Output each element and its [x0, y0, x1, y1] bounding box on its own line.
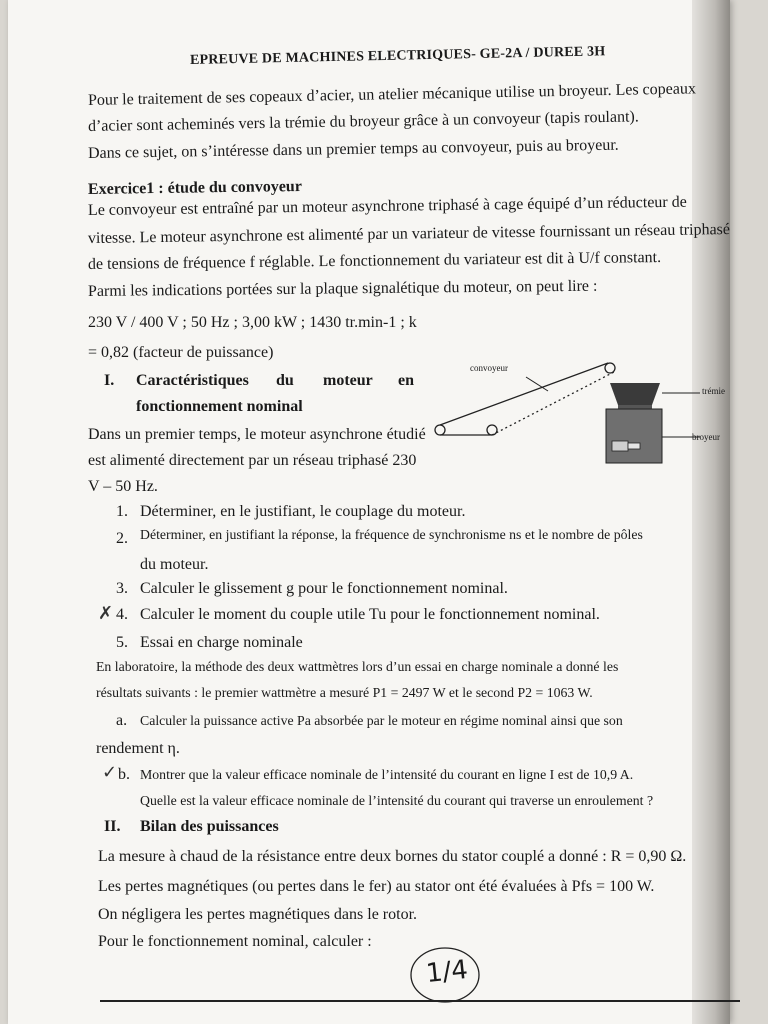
section2-line-2: Les pertes magnétiques (ou pertes dans le fer) au stator ont été évaluées à Pfs = 100 W.	[98, 878, 655, 895]
section1-title-word-2: du	[276, 372, 294, 389]
conveyor-crusher-figure	[430, 355, 768, 475]
label-hopper: trémie	[702, 386, 725, 396]
sub-b-letter: b.	[118, 766, 130, 783]
item-3-text: Calculer le glissement g pour le fonctionnement nominal.	[140, 580, 508, 597]
lab-line-1: En laboratoire, la méthode des deux wattmètres lors d’un essai en charge nominale a donné les	[96, 659, 619, 674]
page-number-text: 1/4	[424, 954, 470, 990]
section1-title-line-2: fonctionnement nominal	[136, 398, 303, 415]
section1-title-word-3: moteur	[323, 372, 373, 389]
lab-line-2: résultats suivants : le premier wattmètre a mesuré P1 = 2497 W et le second P2 = 1063 W.	[96, 685, 593, 700]
section2-line-1: La mesure à chaud de la résistance entre deux bornes du stator couplé a donné : R = 0,90 Ω.	[98, 848, 687, 865]
section2-line-4: Pour le fonctionnement nominal, calculer :	[98, 933, 372, 950]
hopper-shape	[610, 383, 660, 409]
conveyor-belt-shape	[435, 363, 615, 435]
exercise1-heading: Exercice1 : étude du convoyeur	[87, 178, 302, 198]
crusher-shape	[606, 409, 662, 463]
intro-line-3: Dans ce sujet, on s’intéresse dans un premier temps au convoyeur, puis au broyeur.	[87, 136, 619, 162]
power-factor-line: = 0,82 (facteur de puissance)	[88, 344, 274, 361]
sub-b-text-continued: Quelle est la valeur efficace nominale de l’intensité du courant qui traverse un enroulement ?	[140, 793, 654, 808]
ex1-paragraph-line-1: Le convoyeur est entraîné par un moteur asynchrone triphasé à cage équipé d’un réducteur de	[87, 193, 687, 219]
section1-para-line-1: Dans un premier temps, le moteur asynchrone étudié	[88, 426, 426, 443]
ex1-paragraph-line-3: de tensions de fréquence f réglable. Le fonctionnement du variateur est dit à U/f constant.	[87, 248, 662, 273]
label-crusher: broyeur	[692, 432, 720, 442]
item-2-text: Déterminer, en justifiant la réponse, la fréquence de synchronisme ns et le nombre de pôles	[140, 527, 643, 542]
sub-a-text: Calculer la puissance active Pa absorbée par le moteur en régime nominal ainsi que son	[140, 713, 623, 728]
item-3-number: 3.	[116, 580, 128, 597]
footer-rule	[100, 1000, 740, 1002]
item-4-text: Calculer le moment du couple utile Tu pour le fonctionnement nominal.	[140, 606, 600, 623]
section2-line-3: On négligera les pertes magnétiques dans le rotor.	[98, 906, 418, 923]
nameplate-values: 230 V / 400 V ; 50 Hz ; 3,00 kW ; 1430 tr.min-1 ; k	[88, 314, 417, 331]
intro-line-2: d’acier sont acheminés vers la trémie du broyeur grâce à un convoyeur (tapis roulant).	[87, 108, 639, 135]
section1-title-word-1: Caractéristiques	[136, 372, 249, 389]
item-1-text: Déterminer, en le justifiant, le couplage du moteur.	[140, 503, 466, 520]
page-number-stamp	[408, 945, 482, 1005]
ex1-paragraph-line-4: Parmi les indications portées sur la plaque signalétique du moteur, on peut lire :	[87, 277, 598, 300]
section2-title: Bilan des puissances	[140, 818, 279, 835]
item-5-number: 5.	[116, 634, 128, 651]
handwritten-check-mark: ✓	[102, 762, 118, 783]
item-4-number: 4.	[116, 606, 128, 623]
sub-a-text-continued: rendement η.	[96, 740, 180, 757]
handwritten-cross-mark: ✗	[98, 603, 114, 624]
section1-para-line-3: V – 50 Hz.	[88, 478, 158, 495]
conveyor-diagram	[430, 355, 768, 475]
section1-title-word-4: en	[398, 372, 414, 389]
sub-b-text: Montrer que la valeur efficace nominale de l’intensité du courant en ligne I est de 10,9 A.	[140, 767, 634, 782]
item-1-number: 1.	[116, 503, 128, 520]
item-2-number: 2.	[116, 530, 128, 547]
page-edge-shadow	[692, 0, 730, 1024]
section1-para-line-2: est alimenté directement par un réseau triphasé 230	[88, 452, 417, 469]
item-2-text-continued: du moteur.	[140, 556, 209, 573]
document-title: EPREUVE DE MACHINES ELECTRIQUES- GE-2A / DUREE 3H	[189, 44, 606, 68]
ex1-paragraph-line-2: vitesse. Le moteur asynchrone est alimenté par un variateur de vitesse fournissant un réseau triphasé	[87, 221, 731, 247]
section1-number: I.	[104, 372, 115, 389]
sub-a-letter: a.	[116, 712, 128, 729]
item-5-text: Essai en charge nominale	[140, 634, 303, 651]
intro-line-1: Pour le traitement de ses copeaux d’acier, un atelier mécanique utilise un broyeur. Les copeaux	[87, 80, 697, 109]
section2-number: II.	[104, 818, 121, 835]
label-conveyor: convoyeur	[470, 363, 508, 373]
